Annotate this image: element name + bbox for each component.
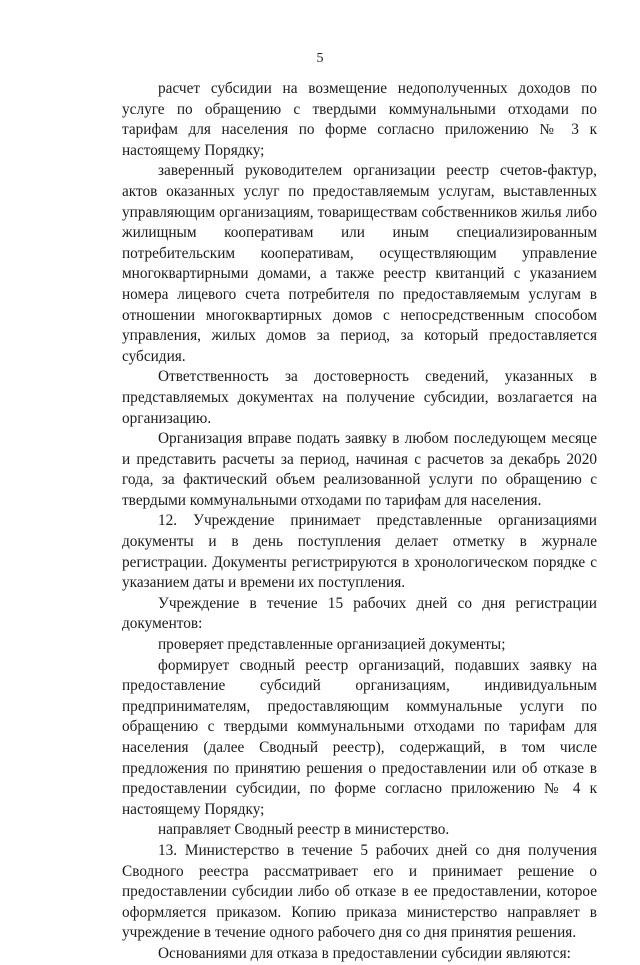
paragraph-item-12: 12. Учреждение принимает представленные организациями документы и в день поступления делает отметку в журнале регистрации. Документы регистрируются в хронологическом порядке с указанием даты и времени их поступления. <box>122 512 597 592</box>
paragraph-forms-registry: формирует сводный реестр организаций, подавших заявку на предоставление субсидий организациям, индивидуальным предпринимателям, предоставляющим коммунальные услуги по обращению с твердыми коммунальными отходами по тарифам для населения (далее Сводный реестр), содержащий, в том числе предложения по принятию решения о предоставлении или об отказе в предоставлении субсидии, по форме согласно приложению № 4 к настоящему Порядку; <box>122 656 597 818</box>
paragraph-subsidy-calculation: расчет субсидии на возмещение недополученных доходов по услуге по обращению с твердыми коммунальными отходами по тарифам для населения по форме согласно приложению № 3 к настоящему Порядку; <box>122 80 597 159</box>
page-number: 5 <box>316 51 324 66</box>
paragraph-institution-term: Учреждение в течение 15 рабочих дней со дня регистрации документов: <box>122 594 597 633</box>
paragraph-refusal-grounds: Основаниями для отказа в предоставлении субсидии являются: <box>158 944 571 962</box>
document-body <box>122 79 597 965</box>
paragraph-responsibility: Ответственность за достоверность сведений, указанных в представляемых документах на получение субсидии, возлагается на организацию. <box>122 368 597 427</box>
paragraph-application-rights: Организация вправе подать заявку в любом последующем месяце и представить расчеты за период, начиная с расчетов за декабрь 2020 года, за фактический объем реализованной услуги по обращению с твердыми коммунальными отходами по тарифам для населения. <box>122 430 597 509</box>
paragraph-item-13: 13. Министерство в течение 5 рабочих дней со дня получения Сводного реестра рассматривает его и принимает решение о предоставлении субсидии либо об отказе в ее предоставлении, которое оформляется приказом. Копию приказа министерство направляет в учреждение в течение одного рабочего дня со дня принятия решения. <box>122 841 597 942</box>
paragraph-sends-registry: направляет Сводный реестр в министерство. <box>158 821 450 839</box>
paragraph-invoice-registry: заверенный руководителем организации реестр счетов-фактур, актов оказанных услуг по предоставляемым услугам, выставленных управляющим организациям, товариществам собственников жилья либо жилищным кооперативам или иным специализированным потребительским кооперативам, осуществляющим управление многоквартирными домами, а также реестр квитанций с указанием номера лицевого счета потребителя по предоставляемым услугам в отношении многоквартирных домов с непосредственным способом управления, жилых домов за период, за который предоставляется субсидия. <box>122 162 597 365</box>
paragraph-checks-documents: проверяет представленные организацией документы; <box>158 636 506 654</box>
